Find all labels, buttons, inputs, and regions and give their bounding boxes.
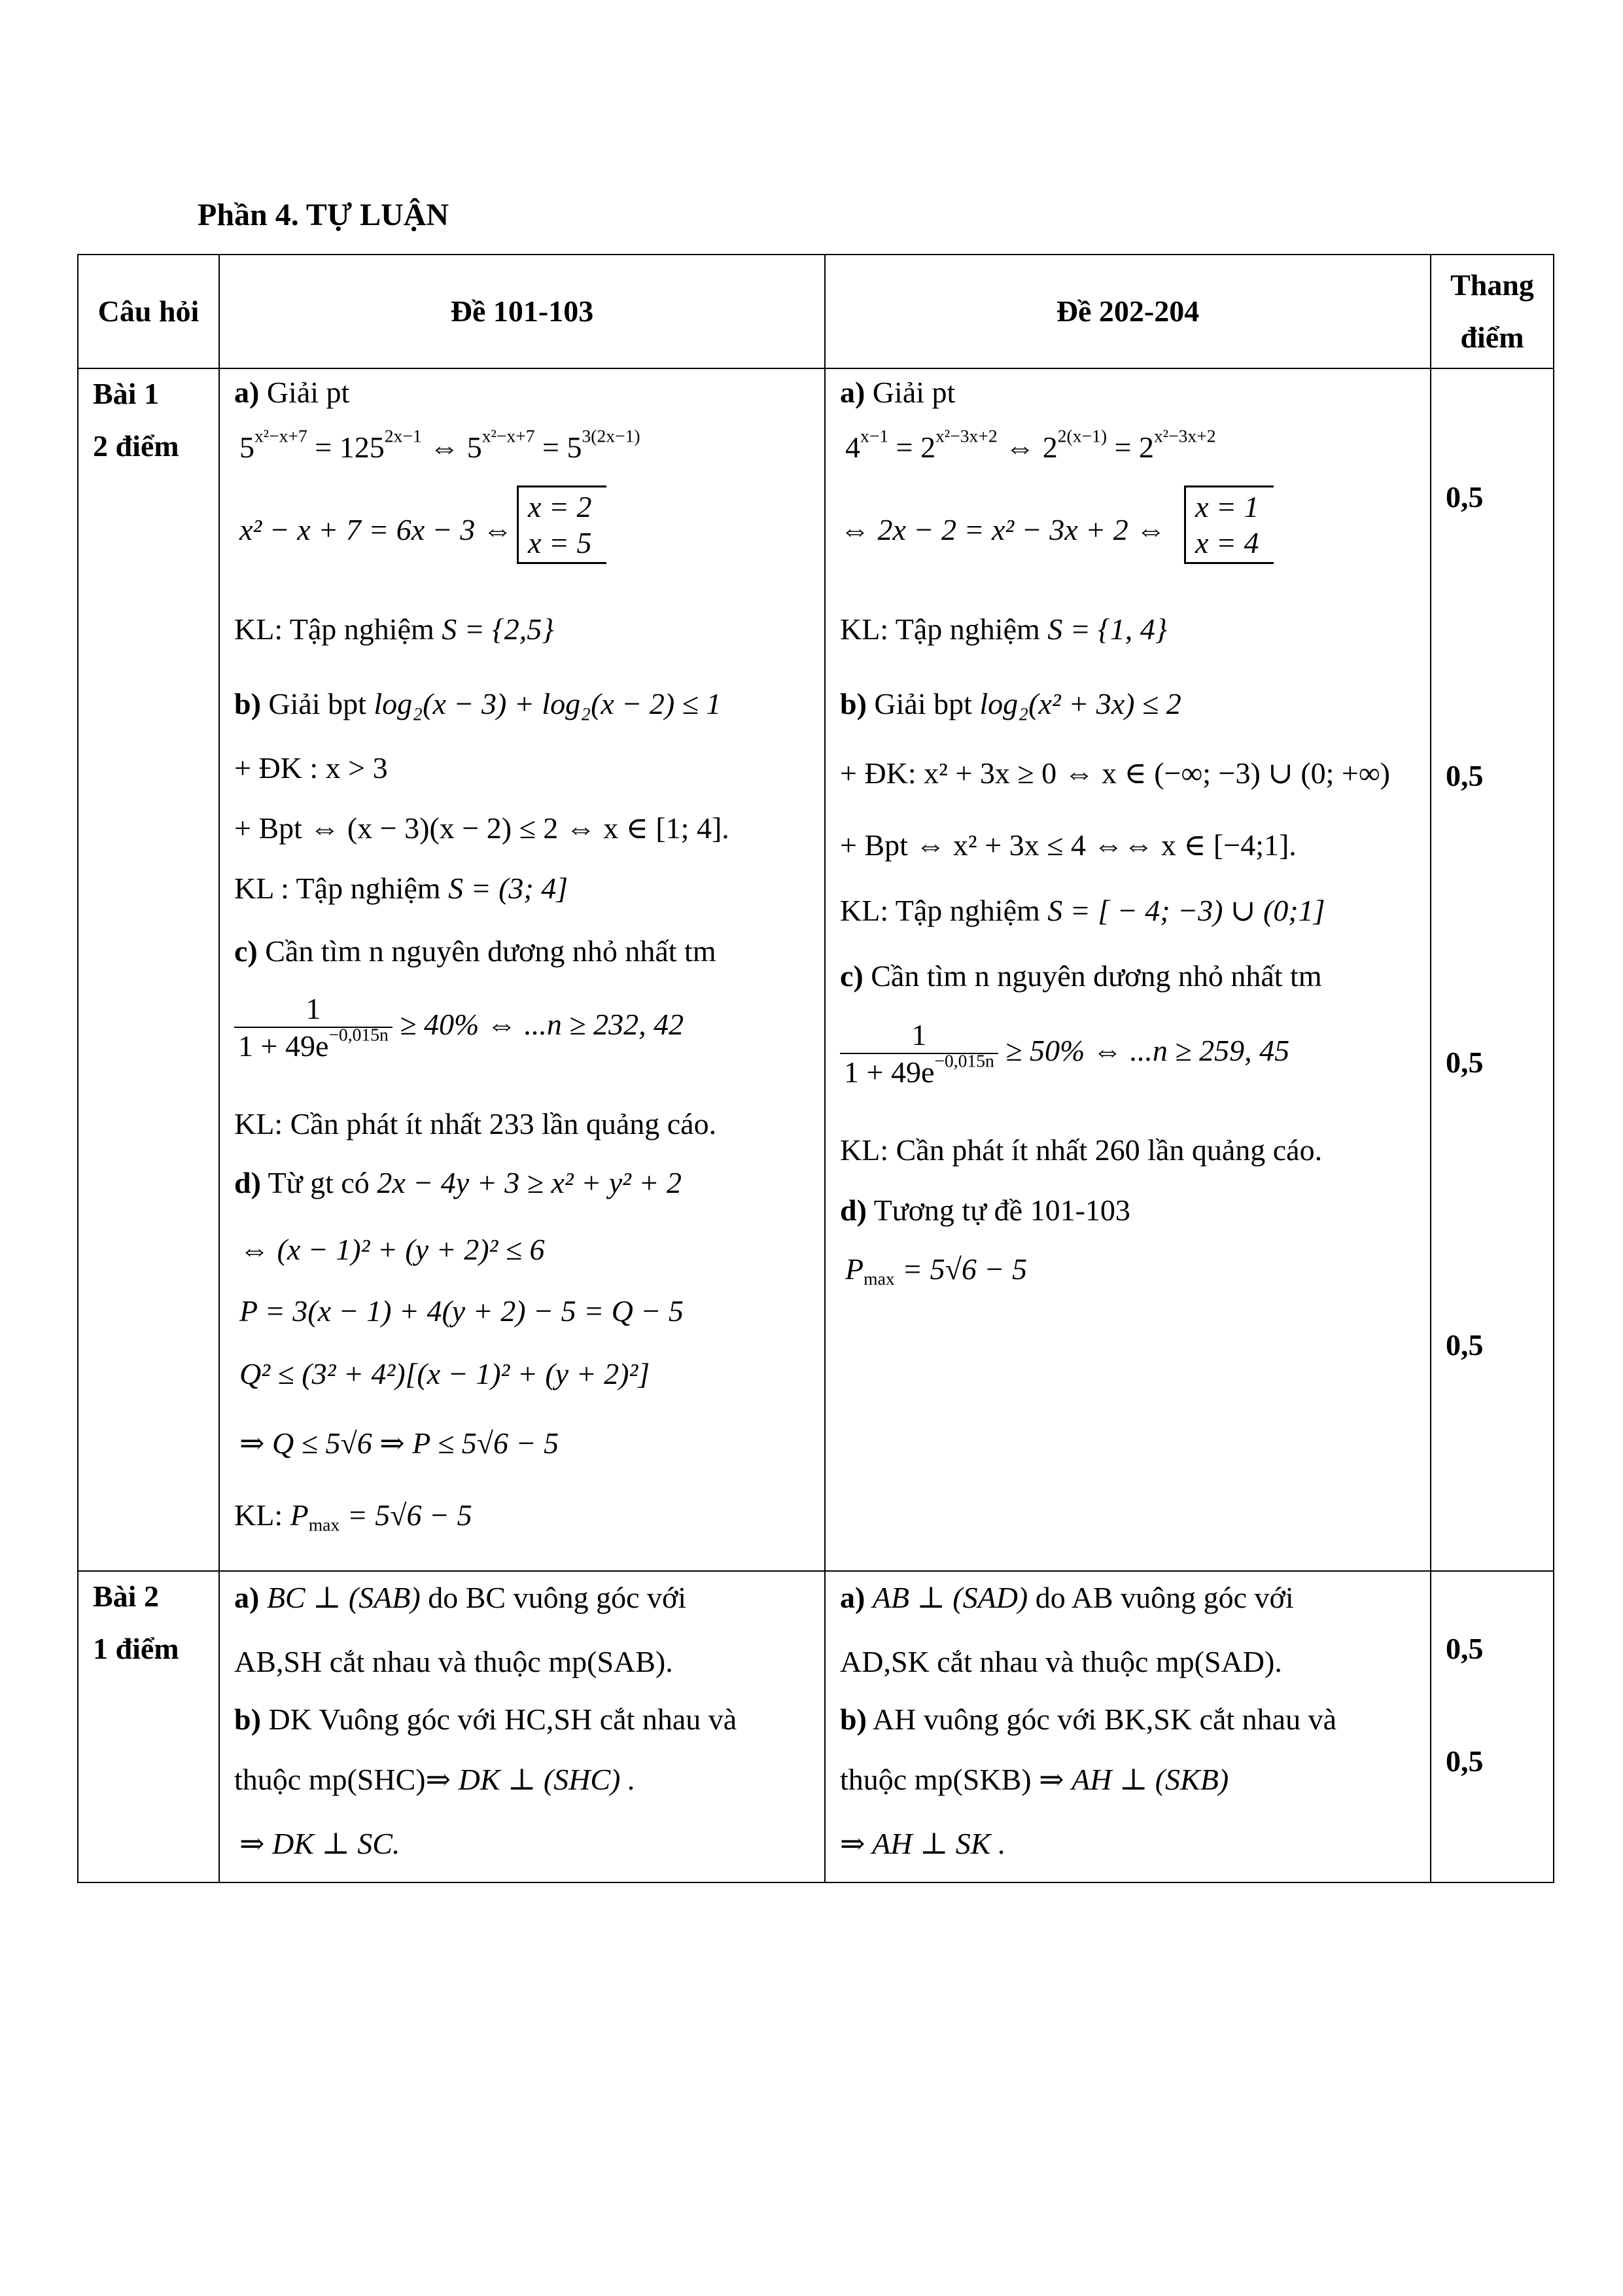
part-a [234, 374, 349, 410]
equation-line: ⇔ (x − 1)² + (y + 2)² ≤ 6 [239, 1233, 545, 1266]
score: 0,5 [1446, 1632, 1484, 1665]
equation-line: ⇒ Q ≤ 5√6 ⇒ P ≤ 5√6 − 5 [239, 1426, 559, 1460]
part-b: b) Giải bpt log₂(x − 3) + log₂(x − 2) ≤ 1 [234, 687, 722, 720]
part-text: Giải pt [266, 376, 350, 409]
inequality-line: + Bpt ⇔ x² + 3x ≤ 4 ⇔⇔ x ∈ [−4;1]. [840, 828, 1297, 862]
header-variant-b: Đề 202-204 [825, 255, 1431, 368]
text-line: thuộc mp(SHC)⇒ DK ⊥ (SHC) . [234, 1763, 636, 1796]
conclusion-line: KL: Cần phát ít nhất 233 lần quảng cáo. [234, 1107, 717, 1140]
score: 0,5 [1446, 1046, 1484, 1079]
equation-line: ⇒ AH ⊥ SK . [840, 1827, 1006, 1860]
text-line: thuộc mp(SKB) ⇒ AH ⊥ (SKB) [840, 1763, 1229, 1796]
conclusion-line: KL: Tập nghiệm S = [ − 4; −3) ∪ (0;1] [840, 894, 1325, 927]
equation-line: $4^{x-1} = 2^{x^2-3x+2}$ ⇔ $2^{2(x-1)} = 2^{x^2-3x+2}$ [845, 425, 1216, 464]
part-a: a) Giải pt [840, 376, 956, 409]
header-row [78, 255, 1554, 368]
part-b: b) DK Vuông góc với HC,SH cắt nhau và [234, 1703, 737, 1736]
part-a: a) BC ⊥ (SAB) do BC vuông góc với [234, 1581, 687, 1614]
equation-line: $5^{x^2-x+7} = 125^{2x-1}$ ⇔ $5^{x^2-x+7} = 5^{3(2x-1)}$ [239, 425, 640, 464]
equation-line: x² − x + 7 = 6x − 3 ⇔ [239, 513, 513, 546]
score: 0,5 [1446, 1328, 1484, 1362]
answer-cell-variant-b [825, 368, 1431, 1571]
equation-line: Q² ≤ (3² + 4²)[(x − 1)² + (y + 2)²] [239, 1357, 650, 1390]
points-cell [1431, 368, 1554, 1571]
condition-line: + ĐK : x > 3 [234, 751, 388, 785]
answer-cell-variant-a [219, 1571, 825, 1882]
score: 0,5 [1446, 1744, 1484, 1778]
answer-cell-variant-a [219, 368, 825, 1571]
table-row [78, 1571, 1554, 1882]
part-d: d) Từ gt có 2x − 4y + 3 ≥ x² + y² + 2 [234, 1166, 682, 1199]
score: 0,5 [1446, 480, 1484, 514]
header-points-line1: Thang [1450, 268, 1534, 302]
conclusion-line: KL: Tập nghiệm S = {2,5} [234, 612, 554, 646]
header-points [1431, 255, 1554, 368]
points-cell [1431, 1571, 1554, 1882]
part-label: a) [234, 376, 260, 409]
section-title: Phần 4. TỰ LUẬN [198, 198, 449, 232]
answer-cell-variant-b [825, 1571, 1431, 1882]
conclusion-line: KL: $P_{max} = 5√6 - 5$ [234, 1498, 472, 1535]
conclusion-line: KL : Tập nghiệm S = (3; 4] [234, 872, 568, 905]
question-title: Bài 2 [93, 1580, 159, 1613]
header-variant-a: Đề 101-103 [219, 255, 825, 368]
answer-table [77, 254, 1554, 1883]
fraction-line: $\frac{1}{1 + 49e^{-0,015n}}$ ≥ 40% ⇔ ...n ≥ 232, 42 [234, 991, 684, 1064]
table-row [78, 368, 1554, 1571]
condition-line: + ĐK: x² + 3x ≥ 0 ⇔ x ∈ (−∞; −3) ∪ (0; +∞) [840, 756, 1390, 790]
question-title: Bài 1 [93, 377, 159, 410]
inequality-line: + Bpt ⇔ (x − 3)(x − 2) ≤ 2 ⇔ x ∈ [1; 4]. [234, 811, 729, 845]
root-bracket: x = 2 x = 5 [517, 486, 606, 564]
part-c: c) Cần tìm n nguyên dương nhỏ nhất tm [234, 934, 716, 968]
part-b: b) AH vuông góc với BK,SK cắt nhau và [840, 1703, 1336, 1736]
header-question: Câu hỏi [78, 255, 219, 368]
question-cell [78, 368, 219, 1571]
question-points: 2 điểm [93, 429, 179, 463]
result-line: $P_{max} = 5√6 - 5$ [845, 1252, 1027, 1289]
text-line: AB,SH cắt nhau và thuộc mp(SAB). [234, 1645, 673, 1678]
text-line: AD,SK cắt nhau và thuộc mp(SAD). [840, 1645, 1282, 1678]
equation-line: ⇒ DK ⊥ SC. [239, 1827, 400, 1860]
fraction-line: $\frac{1}{1 + 49e^{-0,015n}}$ ≥ 50% ⇔ ...n ≥ 259, 45 [840, 1017, 1289, 1090]
score: 0,5 [1446, 759, 1484, 792]
equation-line: P = 3(x − 1) + 4(y + 2) − 5 = Q − 5 [239, 1294, 684, 1328]
part-c: c) Cần tìm n nguyên dương nhỏ nhất tm [840, 959, 1322, 993]
question-cell [78, 1571, 219, 1882]
part-d: d) Tương tự đề 101-103 [840, 1193, 1130, 1227]
header-points-line2: điểm [1460, 321, 1524, 354]
part-a: a) AB ⊥ (SAD) do AB vuông góc với [840, 1581, 1294, 1614]
question-points: 1 điểm [93, 1632, 179, 1665]
part-b: b) Giải bpt log₂(x² + 3x) ≤ 2 [840, 687, 1181, 720]
root-bracket: x = 1 x = 4 [1184, 486, 1274, 564]
conclusion-line: KL: Cần phát ít nhất 260 lần quảng cáo. [840, 1133, 1323, 1167]
conclusion-line: KL: Tập nghiệm S = {1, 4} [840, 612, 1168, 646]
equation-line: ⇔ 2x − 2 = x² − 3x + 2 ⇔ [840, 513, 1166, 546]
